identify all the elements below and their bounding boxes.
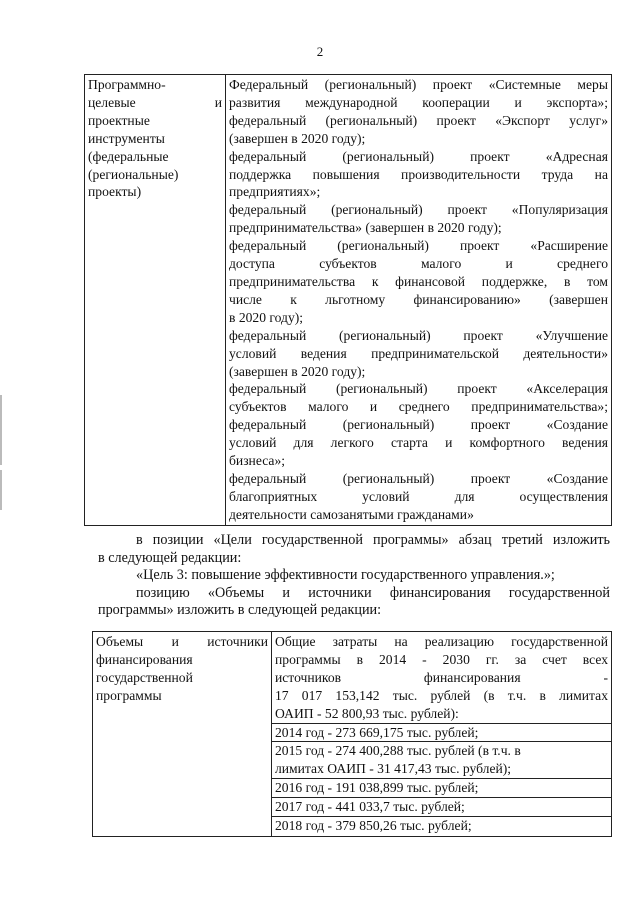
content-line: федеральный (региональный) проект «Акселерация — [229, 381, 608, 397]
table-row — [93, 632, 612, 837]
content-line: условий для легкого старта и комфортного ведения — [229, 435, 608, 451]
scan-edge-mark — [0, 395, 2, 465]
paragraph-line: в следующей редакции: — [98, 549, 242, 566]
page-number: 2 — [316, 44, 324, 59]
content-line: предпринимательства» (завершен в 2020 году); — [229, 220, 502, 236]
content-line: условий ведения предпринимательской деятельности» — [229, 345, 608, 361]
label-line: программы — [96, 687, 162, 703]
paragraph-line: «Цель 3: повышение эффективности государственного управления.»; — [136, 567, 555, 584]
content-line: Федеральный (региональный) проект «Системные меры — [229, 77, 608, 92]
content-line: благоприятных условий для осуществления — [229, 488, 608, 504]
table-row — [85, 75, 612, 526]
content-line: 2017 год - 441 033,7 тыс. рублей; — [272, 797, 611, 816]
label-line: Объемы и источники — [96, 634, 268, 649]
paragraph-line: в позиции «Цели государственной программы» абзац третий изложить — [136, 532, 610, 548]
content-line: федеральный (региональный) проект «Адресная — [229, 148, 608, 164]
content-line: бизнеса»; — [229, 453, 286, 469]
label-line: (федеральные — [88, 148, 169, 164]
content-line: федеральный (региональный) проект «Создание — [229, 470, 608, 486]
content-line: федеральный (региональный) проект «Улучшение — [229, 327, 608, 343]
content-line: Общие затраты на реализацию государственной — [275, 634, 608, 649]
row-content-cell — [226, 75, 612, 526]
label-line: государственной — [96, 669, 193, 685]
amendment-text — [98, 532, 610, 620]
content-line: субъектов малого и среднего предпринимательства»; — [229, 399, 608, 415]
content-line: развития международной кооперации и экспорта»; — [229, 94, 608, 110]
content-line: лимитах ОАИП - 31 417,43 тыс. рублей); — [275, 761, 512, 777]
label-line: финансирования — [96, 651, 193, 667]
content-line: предпринимательства к финансовой поддержке, в том — [229, 273, 608, 289]
content-line: 2016 год - 191 038,899 тыс. рублей; — [272, 778, 611, 797]
row-label-cell — [93, 632, 272, 837]
label-line: (региональные) — [88, 166, 179, 182]
paragraph-line: позицию «Объемы и источники финансирования государственной — [136, 584, 610, 601]
content-line: доступа субъектов малого и среднего — [229, 256, 608, 272]
content-line: деятельности самозанятыми гражданами» — [229, 506, 474, 522]
label-line: целевые и — [88, 94, 222, 110]
content-line: федеральный (региональный) проект «Экспорт услуг» — [229, 112, 608, 128]
row-content-cell — [272, 632, 612, 837]
label-line: проектные — [88, 112, 150, 128]
label-line: Программно- — [88, 77, 166, 92]
funding-table — [92, 631, 612, 837]
program-tools-table — [84, 74, 612, 526]
content-line: федеральный (региональный) проект «Популяризация — [229, 202, 608, 218]
content-line: поддержка повышения производительности труда на — [229, 166, 608, 182]
content-line: предприятиях»; — [229, 184, 321, 200]
content-line: программы в 2014 - 2030 гг. за счет всех — [275, 651, 608, 667]
label-line: проекты) — [88, 184, 142, 200]
content-line: 17 017 153,142 тыс. рублей (в т.ч. в лимитах — [275, 687, 608, 703]
paragraph-line: программы» изложить в следующей редакции: — [98, 602, 382, 619]
row-label-cell — [85, 75, 226, 526]
content-line: 2014 год - 273 669,175 тыс. рублей; — [272, 723, 611, 742]
content-line: ОАИП - 52 800,93 тыс. рублей): — [275, 705, 459, 721]
content-line: 2015 год - 274 400,288 тыс. рублей (в т.ч. в — [272, 741, 611, 760]
scan-edge-mark — [0, 470, 2, 510]
content-line: числе к льготному финансированию» (завершен — [229, 291, 608, 307]
content-line: (завершен в 2020 году); — [229, 363, 366, 379]
content-line: федеральный (региональный) проект «Расширение — [229, 238, 608, 254]
label-line: инструменты — [88, 130, 165, 146]
content-line: 2018 год - 379 850,26 тыс. рублей; — [272, 816, 611, 835]
content-line: федеральный (региональный) проект «Создание — [229, 417, 608, 433]
content-line: источников финансирования - — [275, 669, 608, 685]
content-line: (завершен в 2020 году); — [229, 130, 366, 146]
content-line: в 2020 году); — [229, 309, 304, 325]
